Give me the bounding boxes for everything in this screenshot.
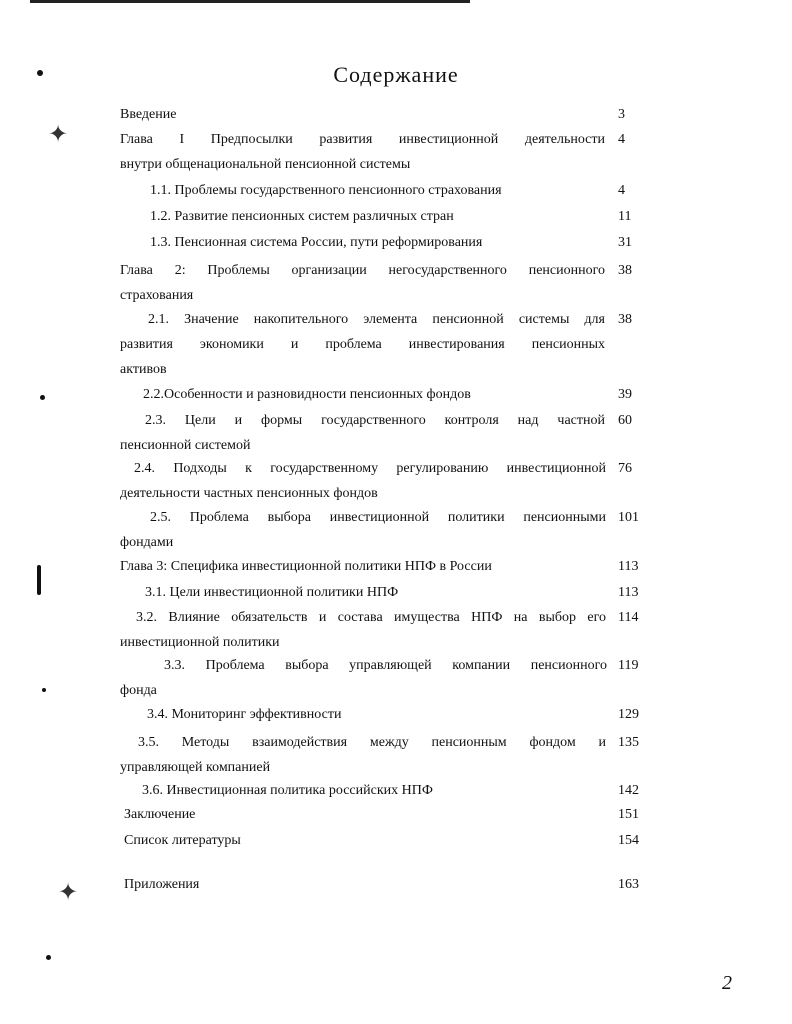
page-title: Содержание xyxy=(333,62,459,87)
toc-entry-title: Приложения xyxy=(124,877,200,892)
toc-entry-title: деятельности частных пенсионных фондов xyxy=(120,486,378,501)
toc-page-number: 3 xyxy=(618,107,625,122)
toc-entry-title: Глава I Предпосылки развития инвестиционной деятельности xyxy=(120,132,605,147)
toc-page-number: 4 xyxy=(618,183,625,198)
toc-page-number: 142 xyxy=(618,783,639,798)
toc-entry-title: 1.1. Проблемы государственного пенсионного страхования xyxy=(150,183,502,198)
toc-page-number: 114 xyxy=(618,610,639,625)
toc-page-number: 129 xyxy=(618,707,639,722)
toc-entry-title: Глава 3: Специфика инвестиционной политики НПФ в России xyxy=(120,559,492,574)
toc-entry-title: инвестиционной политики xyxy=(120,635,280,650)
toc-entry-title: 1.3. Пенсионная система России, пути реформирования xyxy=(150,235,483,250)
toc-entry-title: активов xyxy=(120,362,167,377)
scan-smudge: ✦ xyxy=(48,122,69,148)
toc-entry-title: внутри общенациональной пенсионной системы xyxy=(120,157,411,172)
toc-page-number: 38 xyxy=(618,312,632,327)
toc-entry-title: фонда xyxy=(120,683,157,698)
toc-entry-title: Заключение xyxy=(124,807,196,822)
toc-page-number: 31 xyxy=(618,235,632,250)
scan-speck xyxy=(37,70,43,76)
toc-entry-title: фондами xyxy=(120,535,174,550)
toc-entry-title: 3.4. Мониторинг эффективности xyxy=(147,707,342,722)
toc-entry-title: Список литературы xyxy=(124,833,241,848)
toc-page-number: 39 xyxy=(618,387,632,402)
toc-entry-title: 3.2. Влияние обязательств и состава имущества НПФ на выбор его xyxy=(136,610,606,625)
scan-speck xyxy=(37,565,41,595)
toc-entry-title: управляющей компанией xyxy=(120,760,271,775)
scan-speck xyxy=(46,955,51,960)
toc-entry-title: Введение xyxy=(120,107,177,122)
toc-entry-title: 3.6. Инвестиционная политика российских НПФ xyxy=(142,783,433,798)
toc-page-number: 101 xyxy=(618,510,639,525)
scan-speck xyxy=(42,688,46,692)
scan-smudge: ✦ xyxy=(58,880,79,906)
toc-page-number: 163 xyxy=(618,877,639,892)
toc-page-number: 76 xyxy=(618,461,632,476)
toc-entry-title: 1.2. Развитие пенсионных систем различных стран xyxy=(150,209,454,224)
scan-speck xyxy=(40,395,45,400)
page-number-mark: 2 xyxy=(722,972,732,994)
toc-entry-title: 2.1. Значение накопительного элемента пенсионной системы для xyxy=(148,312,605,327)
toc-page-number: 60 xyxy=(618,413,632,428)
toc-entry-title: Глава 2: Проблемы организации негосударственного пенсионного xyxy=(120,263,605,278)
toc-page-number: 11 xyxy=(618,209,632,224)
toc-entry-title: 2.4. Подходы к государственному регулированию инвестиционной xyxy=(134,461,606,476)
toc-entry-title: пенсионной системой xyxy=(120,438,251,453)
toc-page-number: 113 xyxy=(618,559,639,574)
toc-page-number: 135 xyxy=(618,735,639,750)
toc-entry-title: 3.1. Цели инвестиционной политики НПФ xyxy=(145,585,399,600)
toc-page-number: 113 xyxy=(618,585,639,600)
toc-entry-title: 2.2.Особенности и разновидности пенсионных фондов xyxy=(143,387,471,402)
toc-entry-title: 3.5. Методы взаимодействия между пенсионным фондом и xyxy=(138,735,606,750)
toc-entry-title: страхования xyxy=(120,288,194,303)
toc-entry-title: 2.3. Цели и формы государственного контроля над частной xyxy=(145,413,605,428)
toc-entry-title: 2.5. Проблема выбора инвестиционной политики пенсионными xyxy=(150,510,606,525)
toc-page-number: 4 xyxy=(618,132,625,147)
toc-entry-title: 3.3. Проблема выбора управляющей компании пенсионного xyxy=(164,658,607,673)
toc-page-number: 38 xyxy=(618,263,632,278)
toc-page-number: 151 xyxy=(618,807,639,822)
toc-entry-title: развития экономики и проблема инвестирования пенсионных xyxy=(120,337,605,352)
toc-page-number: 154 xyxy=(618,833,639,848)
toc-page-number: 119 xyxy=(618,658,639,673)
